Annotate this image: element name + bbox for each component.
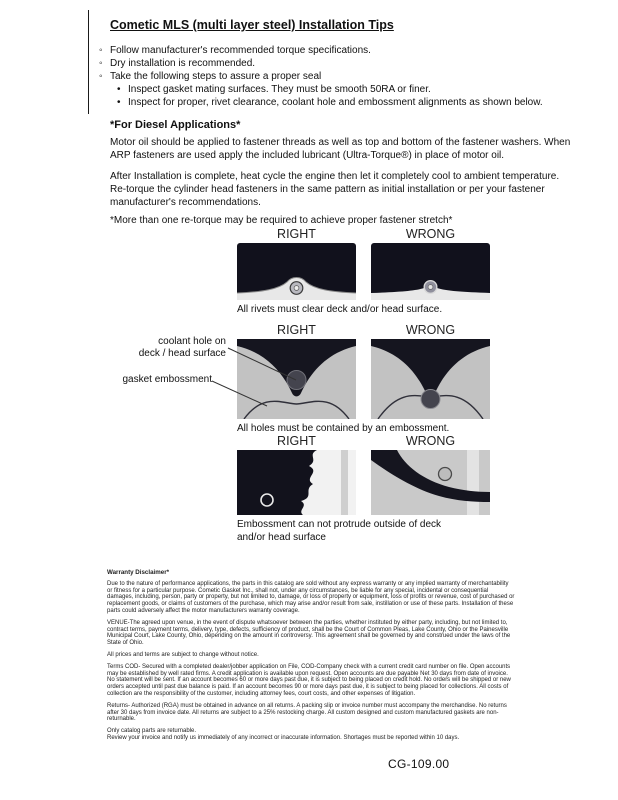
diagram-pair-embossment bbox=[237, 435, 490, 544]
diagram-section bbox=[237, 228, 490, 552]
warranty-paragraph: All prices and terms are subject to change without notice. bbox=[107, 651, 259, 658]
caption-rivets: All rivets must clear deck and/or head surface. bbox=[237, 304, 443, 315]
coolant-callout-line2: deck / head surface bbox=[138, 347, 226, 359]
figure-holes-right bbox=[237, 339, 356, 419]
warranty-heading: Warranty Disclaimer* bbox=[107, 569, 170, 576]
diesel-applications-heading: *For Diesel Applications* bbox=[110, 119, 241, 131]
warranty-paragraph: Due to the nature of performance applications, the parts in this catalog are sold without any express warranty or any implied warranty of merchantability or fitness for a particular purpose. Cometic Gasket Inc., shall not, under any circumstances, be liable for any special, incidental or consequential damages, including, person, party or property, but not limited to, damage, or loss of property or equipment, loss of profits or revenue, cost of purchased or replacement goods, or claims of customers of the purchase, which may arise and/or result from sale, instillation or use of these parts. Installation of these parts could adversely affect the motor manufacturers warranty coverage. bbox=[107, 580, 515, 614]
warranty-disclaimer bbox=[107, 570, 515, 742]
wrong-header: WRONG bbox=[405, 434, 456, 448]
page-number: CG-109.00 bbox=[388, 757, 450, 771]
diesel-paragraph-2: After Installation is complete, heat cycle the engine then let it completely cool to ambient temperature. Re-torque the cylinder head fasteners in the same pattern as initial installation or per your fastener manufacturer's recommendations. bbox=[110, 171, 560, 208]
coolant-hole-shape bbox=[439, 468, 452, 481]
tip-sub-bullet: • Inspect gasket mating surfaces. They must be smooth 50RA or finer. bbox=[117, 83, 579, 96]
rivet-shape bbox=[261, 494, 273, 506]
diesel-paragraph-1: Motor oil should be applied to fastener threads as well as top and bottom of the fastener washers. When ARP fasteners are used apply the included lubricant (Ultra-Torque®) in place of motor oil. bbox=[110, 137, 571, 161]
warranty-paragraph: Review your invoice and notify us immediately of any incorrect or inaccurate information. Shortages must be reported within 10 days. bbox=[107, 734, 460, 741]
warranty-paragraph: VENUE-The agreed upon venue, in the event of dispute whatsoever between the parties, whether instituted by either party, including, but not limited to, contract terms, payment terms, delivery, type, defects, sufficiency of product, shall be the Court of Common Pleas, Lake County, Ohio or the Painesville Municipal Court, Lake County, Ohio, depending on the amount in controversy. This agreement shall be governed by and construed under the laws of the State of Ohio. bbox=[107, 619, 511, 647]
wrong-header: WRONG bbox=[405, 227, 456, 241]
diagram-pair-holes bbox=[237, 324, 490, 435]
tips-list bbox=[99, 44, 579, 109]
figure-holes-wrong bbox=[371, 339, 490, 419]
caption-embossment-line2: and/or head surface bbox=[237, 532, 326, 543]
gasket-embossment-callout: gasket embossment bbox=[122, 374, 212, 385]
pair-images bbox=[237, 339, 490, 419]
warranty-paragraph: Terms COD- Secured with a completed dealer/jobber application on File, COD-Company check with a current credit card number on file. Open accounts may be established by well rated firms. A credit application is available upon request. Open accounts are due payable Net 30 days from date of invoice. No statement will be sent. If an account becomes 60 or more days past due, it is subject to being placed on credit hold. No orders will be shipped or new orders accepted until past due balance is paid. If an account becomes 90 or more days past due, it is subject to being placed for collections. All costs of collection are the responsibility of the customer, including attorney fees, court costs, and other expenses of litigation. bbox=[107, 663, 511, 697]
figure-rivets-wrong bbox=[371, 243, 490, 300]
warranty-paragraph: Only catalog parts are returnable. bbox=[107, 728, 197, 735]
pair-headers bbox=[237, 435, 490, 448]
tip-bullet: ◦ Dry installation is recommended. bbox=[99, 57, 579, 70]
right-header: RIGHT bbox=[277, 434, 316, 448]
caption-embossment-line1: Embossment can not protrude outside of deck bbox=[237, 519, 442, 530]
coolant-callout-line1: coolant hole on bbox=[158, 336, 226, 347]
pair-images bbox=[237, 450, 490, 515]
coolant-hole-callout bbox=[118, 336, 226, 359]
left-border-rule bbox=[88, 10, 89, 114]
tip-sub-bullet: • Inspect for proper, rivet clearance, coolant hole and embossment alignments as shown below. bbox=[117, 96, 579, 109]
tip-bullet: ◦ Take the following steps to assure a proper seal bbox=[99, 70, 579, 83]
figure-rivets-right bbox=[237, 243, 356, 300]
pair-headers bbox=[237, 324, 490, 337]
tip-bullet: ◦ Follow manufacturer's recommended torque specifications. bbox=[99, 44, 579, 57]
figure-embossment-right bbox=[237, 450, 356, 515]
retorque-note: *More than one re-torque may be required to achieve proper fastener stretch* bbox=[110, 215, 453, 226]
coolant-hole-shape bbox=[421, 390, 440, 409]
warranty-paragraph: Returns- Authorized (RGA) must be obtained in advance on all returns. A packing slip or invoice number must accompany the merchandise. No returns after 30 days from invoice date. All returns are subject to a 25% restocking charge. All custom designed and custom manufactured gaskets are non-returnable. bbox=[107, 702, 507, 723]
figure-embossment-wrong bbox=[371, 450, 490, 515]
right-header: RIGHT bbox=[277, 323, 316, 337]
coolant-hole-shape bbox=[287, 371, 306, 390]
right-header: RIGHT bbox=[277, 227, 316, 241]
pair-images bbox=[237, 243, 490, 300]
caption-holes: All holes must be contained by an embossment. bbox=[237, 423, 450, 434]
page-title: Cometic MLS (multi layer steel) Installation Tips bbox=[110, 18, 394, 32]
diagram-pair-rivets bbox=[237, 228, 490, 316]
wrong-header: WRONG bbox=[405, 323, 456, 337]
pair-headers bbox=[237, 228, 490, 241]
